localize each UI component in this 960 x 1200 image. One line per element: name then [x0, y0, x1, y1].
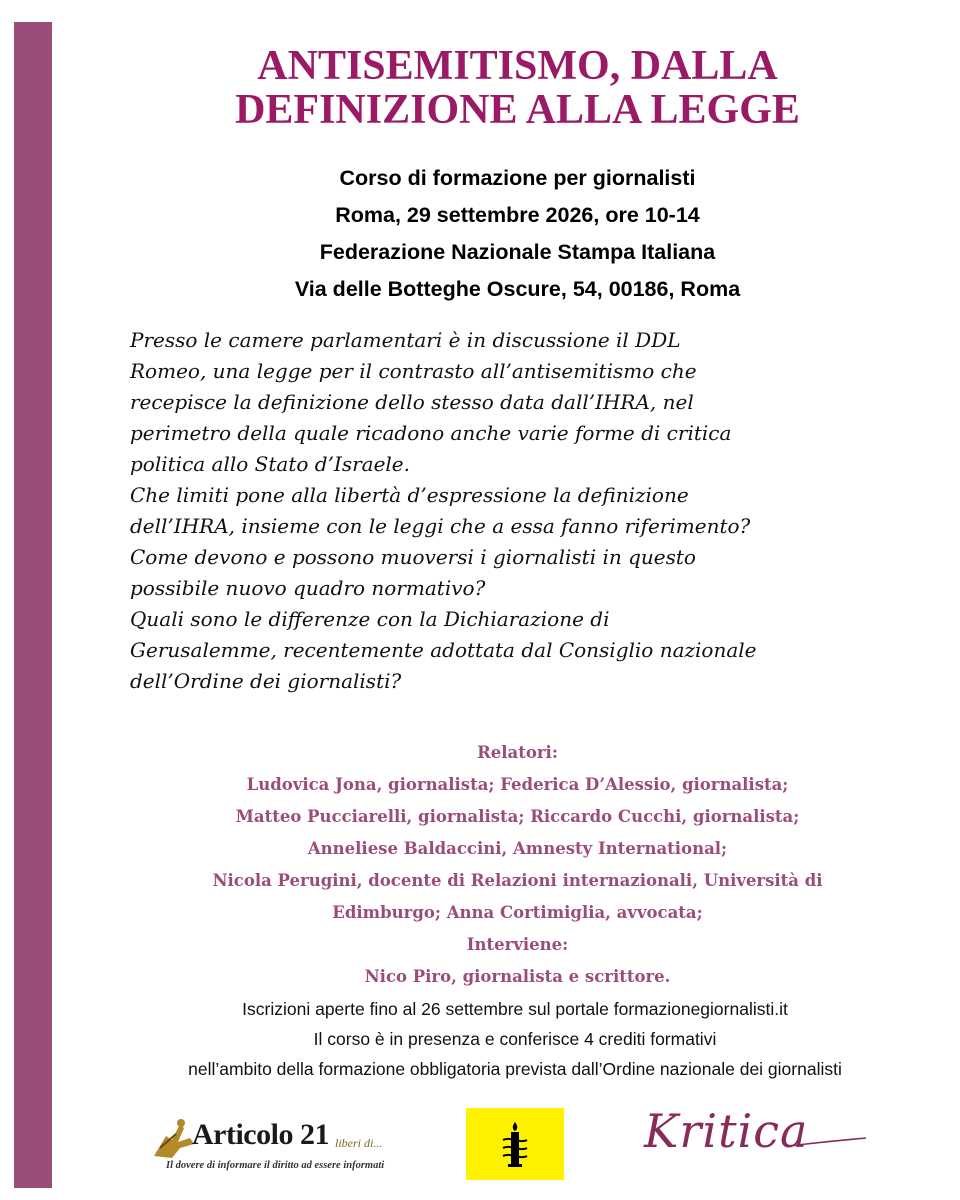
kritica-swash-icon: [640, 1100, 870, 1180]
speaker-line: Matteo Pucciarelli, giornalista; Riccardo Cucchi, giornalista;: [235, 807, 800, 826]
speaker-line: Anneliese Baldaccini, Amnesty International;: [307, 839, 728, 858]
footer-notes: [70, 994, 960, 1084]
description-line: politica allo Stato d’Israele.: [130, 452, 410, 476]
candle-barbed-wire-icon: [500, 1120, 530, 1168]
speakers-heading: Relatori:: [477, 743, 558, 762]
description-line: perimetro della quale ricadono anche varie forme di critica: [130, 421, 732, 445]
title-line-2: DEFINIZIONE ALLA LEGGE: [235, 87, 800, 133]
description-line: Come devono e possono muoversi i giornalisti in questo: [130, 545, 696, 569]
articolo21-tagline: Il dovere di informare il diritto ad essere informati: [166, 1160, 385, 1171]
page-title: [110, 44, 925, 132]
speaker-line: Edimburgo; Anna Cortimiglia, avvocata;: [332, 903, 703, 922]
event-info: [110, 160, 925, 308]
kritica-wordmark: Kritica: [644, 1104, 809, 1158]
articolo21-logo: [150, 1110, 400, 1180]
side-bar-decoration: [14, 22, 52, 1188]
speaker-line: Nicola Perugini, docente di Relazioni internazionali, Università di: [212, 871, 823, 890]
moderator-heading: Interviene:: [466, 935, 569, 954]
registration-note: Iscrizioni aperte fino al 26 settembre sul portale formazionegiornalisti.it: [242, 999, 788, 1019]
event-address: Via delle Botteghe Oscure, 54, 00186, Roma: [294, 277, 741, 301]
moderator-line: Nico Piro, giornalista e scrittore.: [364, 967, 671, 986]
description-line: Quali sono le differenze con la Dichiarazione di: [130, 607, 610, 631]
description-line: Gerusalemme, recentemente adottata dal Consiglio nazionale: [130, 638, 757, 662]
speaker-line: Ludovica Jona, giornalista; Federica D’Alessio, giornalista;: [246, 775, 789, 794]
articolo21-figure-icon: [150, 1118, 198, 1160]
event-date: Roma, 29 settembre 2026, ore 10-14: [335, 203, 700, 227]
description-line: dell’Ordine dei giornalisti?: [130, 669, 402, 693]
amnesty-logo: [466, 1108, 564, 1180]
description-line: recepisce la definizione dello stesso data dall’IHRA, nel: [130, 390, 694, 414]
description-line: Che limiti pone alla libertà d’espressione la definizione: [130, 483, 689, 507]
title-line-1: ANTISEMITISMO, DALLA: [257, 43, 778, 89]
kritica-logo: [640, 1100, 870, 1180]
course-type: Corso di formazione per giornalisti: [339, 166, 696, 190]
description-line: Romeo, una legge per il contrasto all’antisemitismo che: [130, 359, 697, 383]
description-line: Presso le camere parlamentari è in discussione il DDL: [130, 328, 681, 352]
description-line: possibile nuovo quadro normativo?: [130, 576, 486, 600]
articolo21-sub: liberi di...: [335, 1136, 383, 1150]
training-note: nell’ambito della formazione obbligatoria prevista dall’Ordine nazionale dei giornalisti: [188, 1059, 842, 1079]
description-line: dell’IHRA, insieme con le leggi che a essa fanno riferimento?: [130, 514, 751, 538]
description: [130, 325, 890, 697]
speakers-list: [110, 737, 925, 993]
credits-note: Il corso è in presenza e conferisce 4 crediti formativi: [313, 1029, 717, 1049]
event-venue: Federazione Nazionale Stampa Italiana: [319, 240, 716, 264]
articolo21-name: Articolo 21: [192, 1118, 329, 1151]
